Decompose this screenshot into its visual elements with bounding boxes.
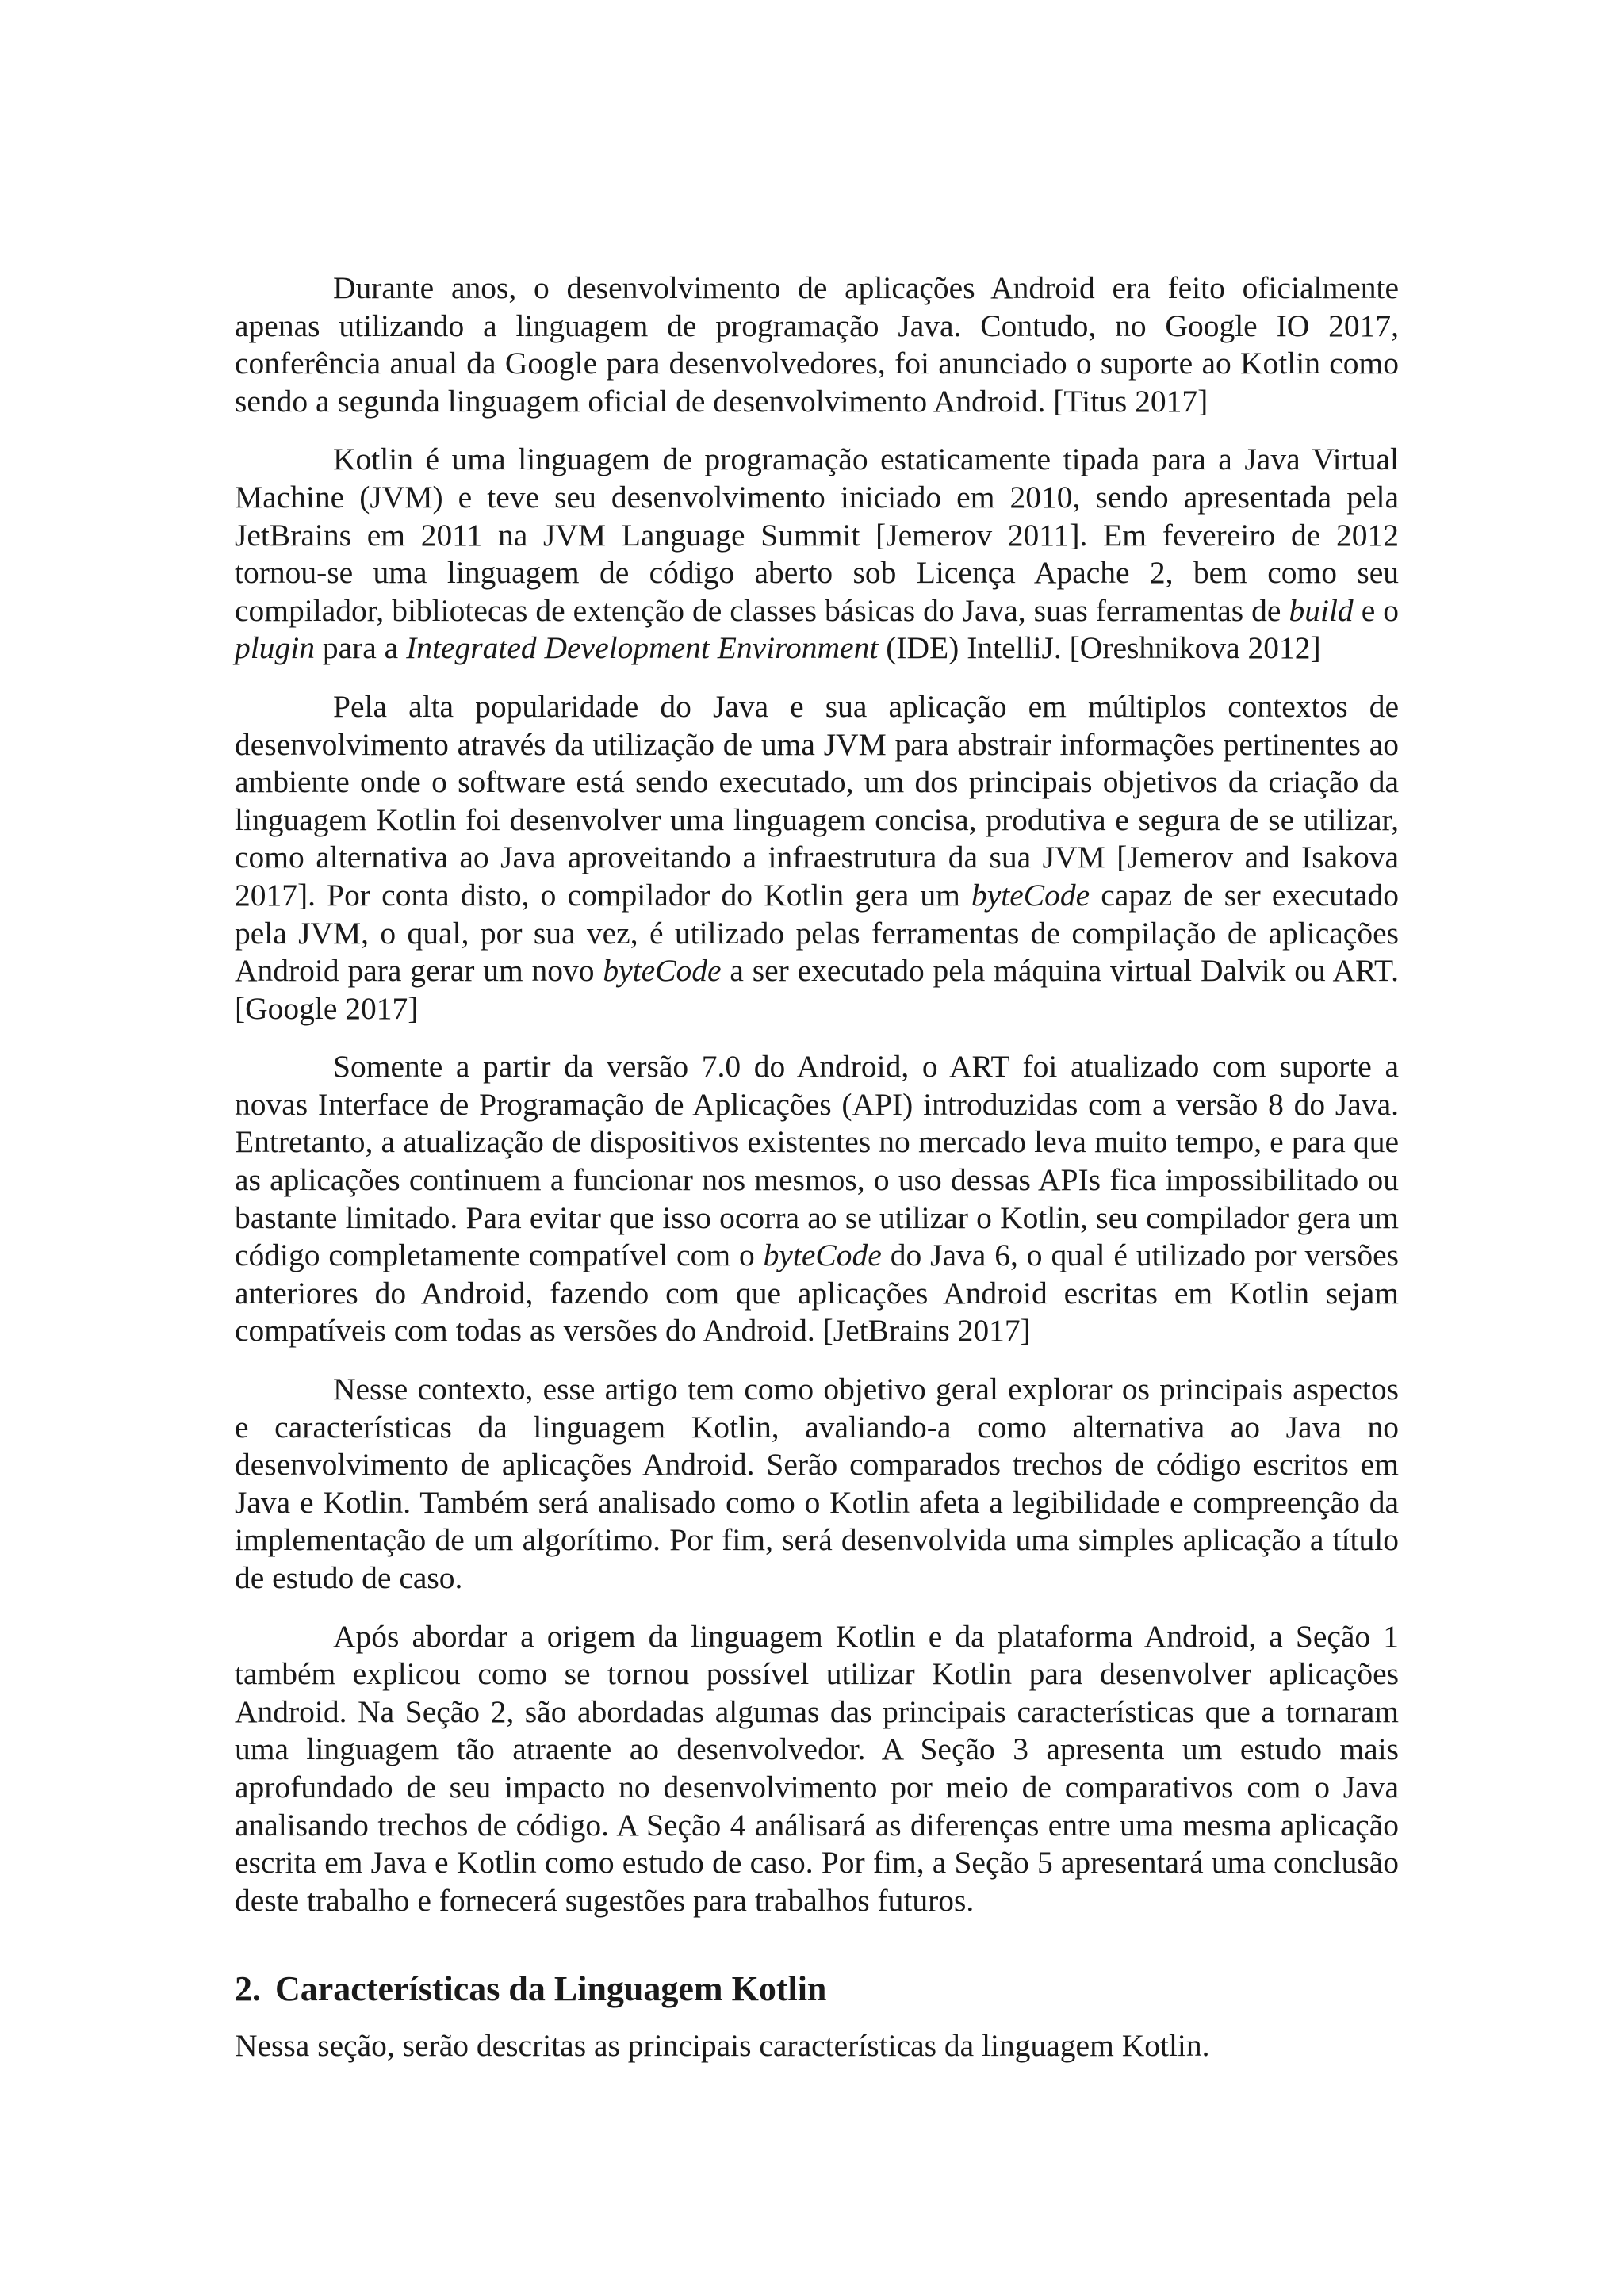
- paragraph-text: Somente a partir da versão 7.0 do Android, o ART foi atualizado com suporte a novas Interface de Programação de Aplicações (API) introduzidas com a versão 8 do Java. Entretanto, a atualização de dispositivos existentes no mercado leva muito tempo, e para que as aplicações continuem a funcionar nos mesmos, o uso dessas APIs fica impossibilitado ou bastante limitado. Para evitar que isso ocorra ao se utilizar o Kotlin, seu compilador gera um código completamente compatível com o: [235, 1049, 1399, 1273]
- italic-term-bytecode: byteCode: [603, 953, 722, 989]
- paragraph-text: Pela alta popularidade do Java e sua aplicação em múltiplos contextos de desenvolvimento através da utilização de uma JVM para abstrair informações pertinentes ao ambiente onde o software está sendo executado, um dos principais objetivos da criação da linguagem Kotlin foi desenvolver uma linguagem concisa, produtiva e segura de se utilizar, como alternativa ao Java aproveitando a infraestrutura da sua JVM [Jemerov and Isakova 2017]. Por conta disto, o compilador do Kotlin gera um: [235, 688, 1399, 913]
- paragraph-text: (IDE) IntelliJ. [Oreshnikova 2012]: [878, 630, 1321, 666]
- italic-term-plugin: plugin: [235, 630, 315, 666]
- paragraph-text: Kotlin é uma linguagem de programação estaticamente tipada para a Java Virtual Machine (JVM) e teve seu desenvolvimento iniciado em 2010, sendo apresentada pela JetBrains em 2011 na JVM Language Summit [Jemerov 2011]. Em fevereiro de 2012 tornou-se uma linguagem de código aberto sob Licença Apache 2, bem como seu compilador, bibliotecas de extenção de classes básicas do Java, suas ferramentas de: [235, 442, 1399, 628]
- section-intro-paragraph: Nessa seção, serão descritas as principais características da linguagem Kotlin.: [235, 2028, 1210, 2064]
- italic-term-build: build: [1289, 592, 1354, 628]
- section-number: 2.: [235, 1969, 261, 2009]
- paragraph-text: capaz de ser executado pela JVM, o qual, por sua vez, é utilizado pelas ferramentas de compilação de aplicações Android para gerar um novo: [235, 877, 1399, 989]
- paragraph-kotlin-intro: [235, 441, 1399, 668]
- paragraph-compatibility: [235, 1048, 1399, 1350]
- italic-term-ide: Integrated Development Environment: [406, 630, 879, 666]
- paragraph-structure: Após abordar a origem da linguagem Kotlin e da plataforma Android, a Seção 1 também explicou como se tornou possível utilizar Kotlin para desenvolver aplicações Android. Na Seção 2, são abordadas algumas das principais características que a tornaram uma linguagem tão atraente ao desenvolvedor. A Seção 3 apresenta um estudo mais aprofundado de seu impacto no desenvolvimento por meio de comparativos com o Java analisando trechos de código. A Seção 4 análisará as diferenças entre uma mesma aplicação escrita em Java e Kotlin como estudo de caso. Por fim, a Seção 5 apresentará uma conclusão deste trabalho e fornecerá sugestões para trabalhos futuros.: [235, 1618, 1399, 1918]
- italic-term-bytecode: byteCode: [763, 1238, 882, 1273]
- paragraph-text: para a: [314, 630, 407, 666]
- paragraph-objectives: Nesse contexto, esse artigo tem como objetivo geral explorar os principais aspectos e características da linguagem Kotlin, avaliando-a como alternativa ao Java no desenvolvimento de aplicações Android. Serão comparados trechos de código escritos em Java e Kotlin. Também será analisado como o Kotlin afeta a legibilidade e compreenção da implementação de um algorítimo. Por fim, será desenvolvida uma simples aplicação a título de estudo de caso.: [235, 1372, 1399, 1595]
- section-heading: [235, 1969, 1399, 2010]
- italic-term-bytecode: byteCode: [971, 877, 1090, 913]
- paragraph-text: a ser executado pela máquina virtual Dalvik ou ART. [Google 2017]: [235, 953, 1400, 1026]
- section-title: Características da Linguagem Kotlin: [275, 1969, 827, 2009]
- paragraph-android-history: Durante anos, o desenvolvimento de aplicações Android era feito oficialmente apenas utilizando a linguagem de programação Java. Contudo, no Google IO 2017, conferência anual da Google para desenvolvedores, foi anunciado o suporte ao Kotlin como sendo a segunda linguagem oficial de desenvolvimento Android. [Titus 2017]: [235, 270, 1399, 419]
- document-page: [235, 270, 1399, 2086]
- paragraph-jvm-goals: [235, 688, 1399, 1027]
- paragraph-text: do Java 6, o qual é utilizado por versões anteriores do Android, fazendo com que aplicações Android escritas em Kotlin sejam compatíveis com todas as versões do Android. [JetBrains 2017]: [235, 1238, 1399, 1349]
- paragraph-text: e o: [1353, 592, 1399, 628]
